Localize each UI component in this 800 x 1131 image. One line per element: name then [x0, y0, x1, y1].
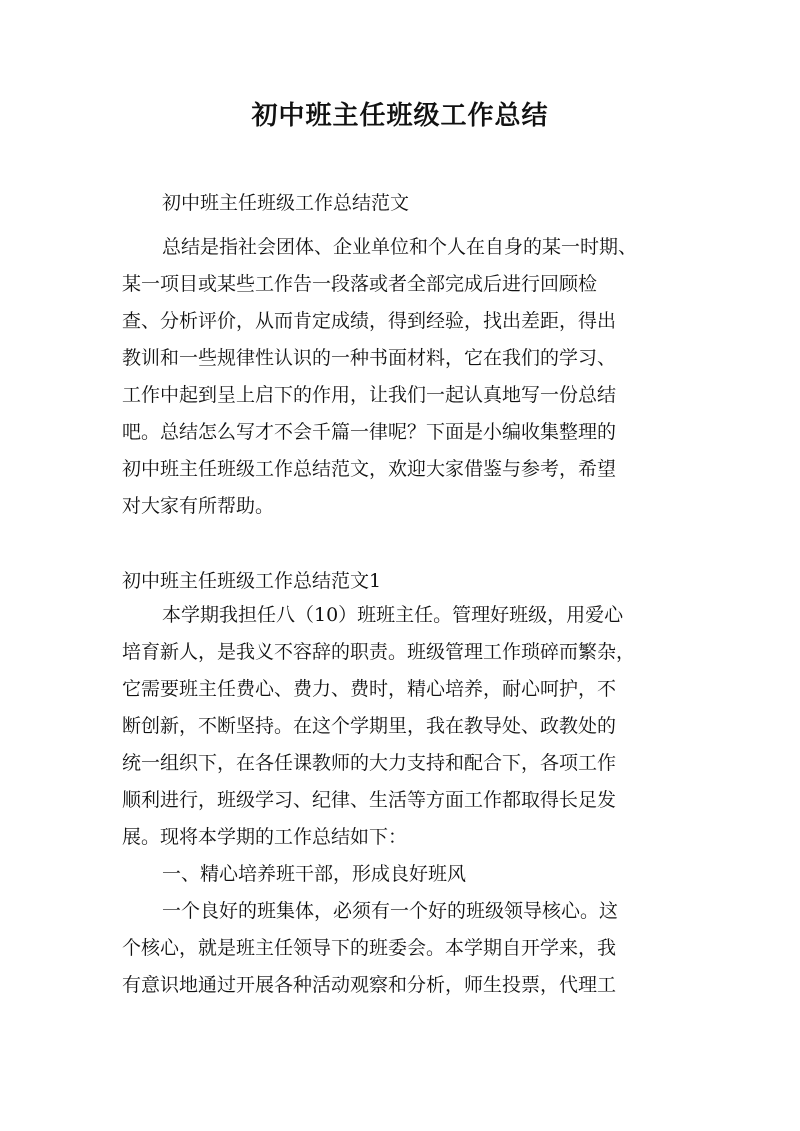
paragraph-line: 个核心，就是班主任领导下的班委会。本学期自开学来，我 [122, 937, 617, 959]
document-title: 初中班主任班级工作总结 [251, 101, 549, 131]
paragraph-line: 一个良好的班集体，必须有一个好的班级领导核心。这 [162, 900, 619, 922]
paragraph-line: 工作中起到呈上启下的作用，让我们一起认真地写一份总结 [122, 384, 617, 406]
paragraph-line: 总结是指社会团体、企业单位和个人在自身的某一时期、 [162, 236, 638, 258]
paragraph-line: 某一项目或某些工作告一段落或者全部完成后进行回顾检 [122, 273, 598, 295]
paragraph-line: 教训和一些规律性认识的一种书面材料，它在我们的学习、 [122, 347, 617, 369]
subsection-heading: 一、精心培养班干部，形成良好班风 [162, 863, 467, 885]
paragraph-line: 初中班主任班级工作总结范文，欢迎大家借鉴与参考，希望 [122, 458, 617, 480]
paragraph-line: 有意识地通过开展各种活动观察和分析，师生投票，代理工 [122, 974, 617, 996]
paragraph-line: 顺利进行，班级学习、纪律、生活等方面工作都取得长足发 [122, 789, 617, 811]
paragraph-line: 展。现将本学期的工作总结如下： [122, 826, 408, 848]
paragraph-line: 培育新人，是我义不容辞的职责。班级管理工作琐碎而繁杂， [122, 641, 636, 663]
paragraph-line: 统一组织下，在各任课教师的大力支持和配合下，各项工作 [122, 752, 617, 774]
paragraph-line: 断创新，不断坚持。在这个学期里，我在教导处、政教处的 [122, 715, 617, 737]
section-heading: 初中班主任班级工作总结范文1 [122, 570, 382, 592]
paragraph-line: 查、分析评价，从而肯定成绩，得到经验，找出差距，得出 [122, 310, 617, 332]
paragraph-line: 对大家有所帮助。 [122, 495, 275, 517]
paragraph-line: 本学期我担任八（10）班班主任。管理好班级，用爱心 [162, 604, 624, 626]
subtitle-line: 初中班主任班级工作总结范文 [162, 192, 410, 214]
paragraph-line: 它需要班主任费心、费力、费时，精心培养，耐心呵护，不 [122, 678, 617, 700]
paragraph-line: 吧。总结怎么写才不会千篇一律呢？下面是小编收集整理的 [122, 421, 617, 443]
